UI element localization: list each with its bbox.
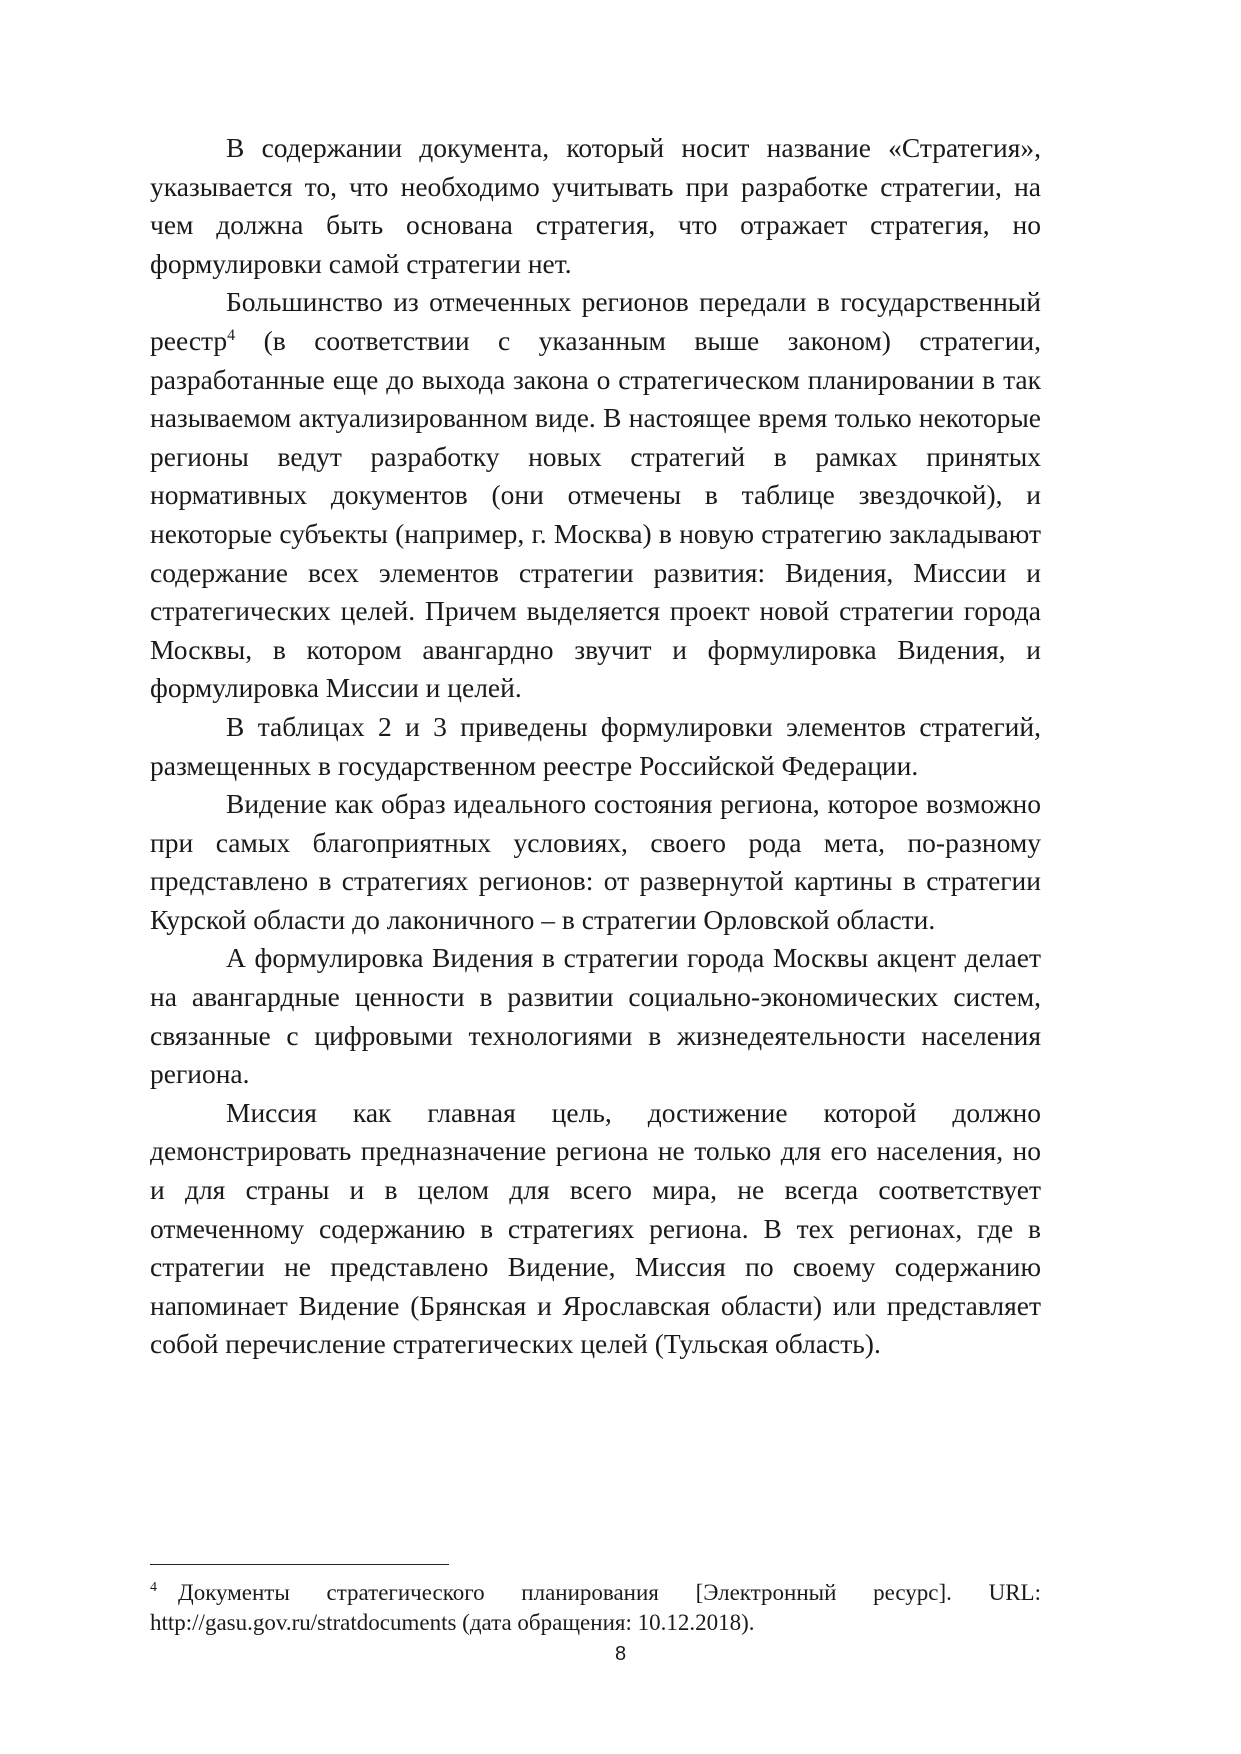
- paragraph-regions-registry-rest: (в соответствии с указанным выше законом) стратегии, разработанные еще до выхода закона о стратегическом планировании в так называемом актуализированном виде. В настоящее время только некоторые регионы ведут разработку новых стратегий в рамках принятых нормативных документов (они отмечены в таблице звездочкой), и некоторые субъекты (например, г. Москва) в новую стратегию закладывают содержание всех элементов стратегии развития: Видения, Миссии и стратегических целей. Причем выделяется проект новой стратегии города Москвы, в котором авангардно звучит и формулировка Видения, и формулировка Миссии и целей.: [150, 324, 1042, 704]
- page-number: 8: [614, 1643, 627, 1665]
- footnote-text: Документы стратегического планирования [Электронный ресурс]. URL: http://gasu.gov.ru/stratdocuments (дата обращения: 10.12.2018).: [150, 1580, 1041, 1635]
- paragraph-regions-registry-start: Большинство из отмеченных регионов передали в государственный реестр: [150, 286, 1041, 356]
- body-text: [150, 129, 1041, 1364]
- footnote-marker[interactable]: 4: [227, 326, 236, 344]
- paragraph-strategy-document: В содержании документа, который носит название «Стратегия», указывается то, что необходимо учитывать при разработке стратегии, на чем должна быть основана стратегия, что отражает стратегия, но формулировки самой стратегии нет.: [150, 132, 1041, 279]
- paragraph-regions-registry: [150, 283, 1041, 708]
- paragraph-mission: Миссия как главная цель, достижение которой должно демонстрировать предназначение региона не только для его населения, но и для страны и в целом для всего мира, не всегда соответствует отмеченному содержанию в стратегиях региона. В тех регионах, где в стратегии не представлено Видение, Миссия по своему содержанию напоминает Видение (Брянская и Ярославская области) или представляет собой перечисление стратегических целей (Тульская область).: [150, 1096, 1041, 1360]
- paragraph-tables-reference: В таблицах 2 и 3 приведены формулировки элементов стратегий, размещенных в государственном реестре Российской Федерации.: [150, 710, 1041, 781]
- paragraph-moscow-vision: А формулировка Видения в стратегии города Москвы акцент делает на авангардные ценности в развитии социально-экономических систем, связанные с цифровыми технологиями в жизнедеятельности населения региона.: [150, 942, 1041, 1090]
- footnote-divider: [150, 1564, 449, 1565]
- paragraph-vision: Видение как образ идеального состояния региона, которое возможно при самых благоприятных условиях, своего рода мета, по-разному представлено в стратегиях регионов: от развернутой картины в стратегии Курской области до лаконичного – в стратегии Орловской области.: [150, 788, 1041, 935]
- footnote: 4 Документы стратегического планирования [Электронный ресурс]. URL: http://gasu.gov.ru/stratdocuments (дата обращения: 10.12.2018).: [150, 1580, 1041, 1635]
